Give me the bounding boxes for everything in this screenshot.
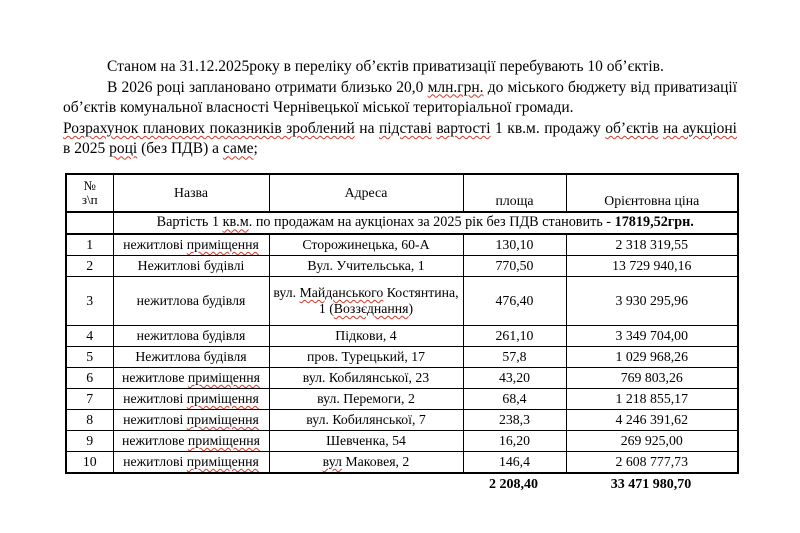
misspelled-text-segment: Розрахунок планових показників зроблений — [63, 119, 355, 137]
table-row — [66, 276, 738, 325]
total-price: 33 471 980,70 — [610, 476, 692, 492]
text-segment: Маковея, 2 — [341, 453, 410, 469]
text-segment: вул. Перемоги, 2 — [317, 390, 415, 406]
privatization-objects-table — [65, 173, 739, 474]
text-segment: (без ПДВ) а — [137, 140, 223, 158]
table-row — [66, 388, 738, 409]
table-row — [66, 430, 738, 451]
cell-number: 8 — [66, 409, 113, 430]
table-row — [66, 346, 738, 367]
cell-area: 770,50 — [463, 255, 566, 276]
text-segment: Вул. Учительська, 1 — [307, 257, 425, 273]
cell-number: 9 — [66, 430, 113, 451]
cell-number: 6 — [66, 367, 113, 388]
text-segment: нежитлове — [122, 432, 188, 448]
misspelled-text-segment: приміщення — [186, 236, 259, 252]
column-header-address: Адреса — [269, 174, 463, 212]
cell-address — [269, 276, 463, 325]
misspelled-text-segment: приміщення — [186, 453, 259, 469]
cell-number: 7 — [66, 388, 113, 409]
cell-address — [269, 451, 463, 473]
cell-price: 3 930 295,96 — [566, 276, 738, 325]
cell-area: 238,3 — [463, 409, 566, 430]
text-segment: нежитлові — [123, 411, 187, 427]
column-header-price: Орієнтовна ціна — [566, 174, 738, 212]
text-segment: нежитлова будівля — [136, 292, 246, 308]
misspelled-text-segment: приміщення — [187, 369, 260, 385]
cell-area: 16,20 — [463, 430, 566, 451]
misspelled-text-segment: на аукціоні — [662, 119, 737, 137]
column-header-area: площа — [463, 174, 566, 212]
text-segment: нежитлові — [123, 390, 187, 406]
text-segment: пров. Турецький, 17 — [306, 348, 426, 364]
column-header-number-line1: № — [83, 177, 96, 193]
cell-address — [269, 367, 463, 388]
text-segment: вул. — [273, 284, 300, 300]
text-segment: ) — [408, 300, 414, 316]
totals-spacer — [268, 477, 462, 495]
totals-spacer — [112, 477, 268, 495]
cell-price: 269 925,00 — [566, 430, 738, 451]
misspelled-text-segment: кв.м — [222, 214, 249, 231]
column-header-number — [66, 174, 113, 212]
cell-address — [269, 409, 463, 430]
totals-row — [65, 477, 737, 495]
paragraph-calculation — [63, 119, 737, 160]
cell-address — [269, 430, 463, 451]
table-row — [66, 367, 738, 388]
text-segment: в 2025 — [63, 140, 110, 158]
text-segment: 1 кв.м. продажу — [490, 119, 606, 137]
misspelled-text-segment: млн.грн. — [427, 78, 484, 96]
text-segment: Вартість 1 — [156, 214, 223, 231]
cell-area: 476,40 — [463, 276, 566, 325]
text-segment: вул. Кобилянської, 7 — [306, 411, 426, 427]
misspelled-text-segment: Майданського — [299, 284, 384, 300]
text-segment: Сторожинецька, 60-А — [302, 236, 430, 252]
cell-name — [113, 409, 269, 430]
column-header-name: Назва — [113, 174, 269, 212]
table-row — [66, 234, 738, 256]
cell-price: 1 218 855,17 — [566, 388, 738, 409]
text-segment: нежитлове — [122, 369, 188, 385]
paragraph-status — [63, 57, 737, 78]
text-segment: на — [354, 119, 379, 137]
misspelled-text-segment: році — [109, 140, 138, 158]
table-row — [66, 255, 738, 276]
text-segment: Нежитлова будівля — [135, 348, 247, 364]
cell-name — [113, 346, 269, 367]
price-per-sqm-banner — [113, 212, 738, 234]
cell-name — [113, 388, 269, 409]
cell-number: 3 — [66, 276, 113, 325]
cell-address — [269, 388, 463, 409]
text-segment: Костянтина, 1 ( — [318, 284, 459, 316]
text-segment: нежитлові — [123, 453, 187, 469]
misspelled-text-segment: приміщення — [186, 411, 259, 427]
text-segment: нежитлова будівля — [136, 327, 246, 343]
misspelled-text-segment: Воззєднання — [333, 300, 409, 316]
cell-number: 10 — [66, 451, 113, 473]
cell-number: 1 — [66, 234, 113, 256]
text-segment: Нежитлові будівлі — [137, 257, 245, 273]
cell-area: 130,10 — [463, 234, 566, 256]
cell-address — [269, 255, 463, 276]
misspelled-text-segment: приміщення — [186, 390, 259, 406]
cell-name — [113, 325, 269, 346]
cell-name — [113, 234, 269, 256]
table-header-row — [66, 174, 738, 212]
cell-area: 261,10 — [463, 325, 566, 346]
cell-price: 769 803,26 — [566, 367, 738, 388]
cell-area: 146,4 — [463, 451, 566, 473]
cell-address — [269, 234, 463, 256]
table-row — [66, 409, 738, 430]
table-row — [66, 451, 738, 473]
paragraph-plan-2026 — [63, 78, 737, 119]
totals-spacer — [65, 477, 112, 495]
banner-empty-cell — [66, 212, 113, 234]
cell-area: 43,20 — [463, 367, 566, 388]
text-segment: Підкови, 4 — [335, 327, 397, 343]
cell-number: 5 — [66, 346, 113, 367]
misspelled-text-segment: об’єктів — [605, 119, 659, 137]
text-segment: В 2026 році заплановано отримати близько 20,0 — [107, 78, 428, 96]
price-per-sqm-banner-row — [66, 212, 738, 234]
cell-number: 2 — [66, 255, 113, 276]
misspelled-text-segment: саме — [222, 140, 254, 158]
cell-price: 3 349 704,00 — [566, 325, 738, 346]
text-segment: ; — [253, 140, 258, 158]
cell-price: 4 246 391,62 — [566, 409, 738, 430]
text-segment: Станом на 31.12.2025року в переліку об’єктів приватизації перебувають 10 об’єктів. — [107, 58, 664, 75]
cell-name — [113, 430, 269, 451]
text-segment: вул. Кобилянської, 23 — [302, 369, 430, 385]
text-segment: Шевченка, 54 — [326, 432, 406, 448]
misspelled-text-segment: вул — [322, 453, 342, 469]
cell-address — [269, 325, 463, 346]
column-header-number-line2: з\п — [81, 191, 98, 207]
cell-number: 4 — [66, 325, 113, 346]
cell-name — [113, 367, 269, 388]
text-segment: нежитлові — [123, 236, 187, 252]
cell-area: 57,8 — [463, 346, 566, 367]
cell-price: 2 318 319,55 — [566, 234, 738, 256]
cell-name — [113, 451, 269, 473]
cell-price: 2 608 777,73 — [566, 451, 738, 473]
text-segment: 17819,52грн. — [614, 214, 694, 231]
text-segment: до міського бюджету від приватизації об’єктів комунальної власності Чернівецької міської територіальної громади. — [63, 78, 738, 117]
total-area: 2 208,40 — [489, 476, 538, 492]
cell-price: 1 029 968,26 — [566, 346, 738, 367]
misspelled-text-segment: приміщення — [187, 432, 260, 448]
cell-area: 68,4 — [463, 388, 566, 409]
table-row — [66, 325, 738, 346]
cell-address — [269, 346, 463, 367]
cell-name — [113, 276, 269, 325]
cell-name — [113, 255, 269, 276]
misspelled-text-segment: підставі — [378, 119, 432, 137]
text-segment: . по продажам на аукціонах за 2025 рік без ПДВ становить - — [248, 214, 615, 231]
cell-price: 13 729 940,16 — [566, 255, 738, 276]
misspelled-text-segment: вартості — [436, 119, 491, 137]
